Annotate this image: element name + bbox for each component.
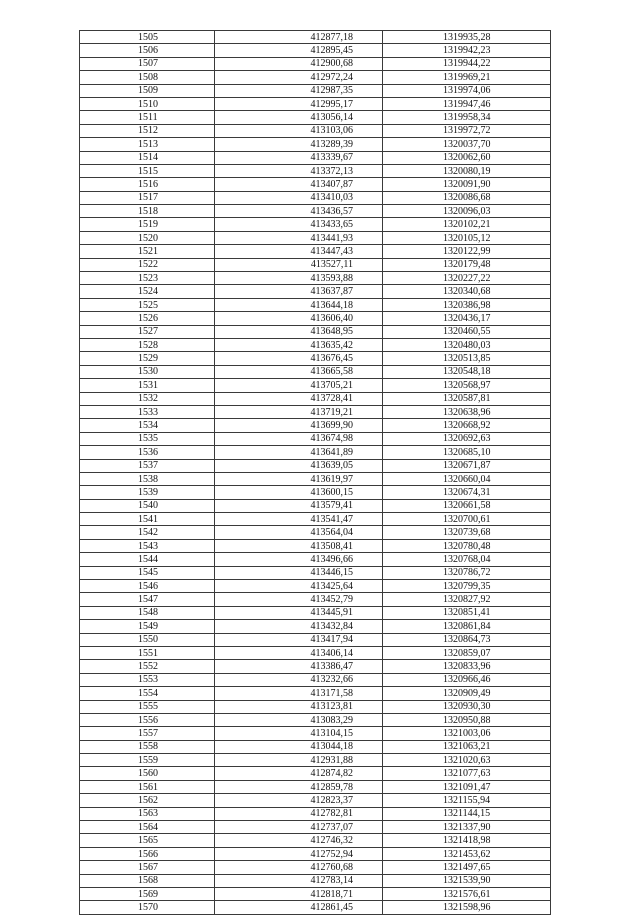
y-coordinate-cell: 413441,93: [215, 231, 383, 244]
point-number-cell: 1555: [80, 700, 215, 713]
y-coordinate-cell: 413496,66: [215, 553, 383, 566]
x-coordinate-cell: 1320661,58: [383, 499, 551, 512]
point-number-cell: 1528: [80, 338, 215, 351]
point-number-cell: 1542: [80, 526, 215, 539]
table-row: [80, 57, 551, 70]
y-coordinate-cell: 413406,14: [215, 646, 383, 659]
point-number-cell: 1536: [80, 446, 215, 459]
table-row: [80, 472, 551, 485]
table-row: [80, 553, 551, 566]
y-coordinate-cell: 413171,58: [215, 687, 383, 700]
point-number-cell: 1529: [80, 352, 215, 365]
point-number-cell: 1526: [80, 312, 215, 325]
x-coordinate-cell: 1319944,22: [383, 57, 551, 70]
y-coordinate-cell: 413593,88: [215, 272, 383, 285]
table-row: [80, 71, 551, 84]
x-coordinate-cell: 1320091,90: [383, 178, 551, 191]
table-row: [80, 888, 551, 901]
y-coordinate-cell: 413600,15: [215, 486, 383, 499]
y-coordinate-cell: 413619,97: [215, 472, 383, 485]
x-coordinate-cell: 1320086,68: [383, 191, 551, 204]
point-number-cell: 1570: [80, 901, 215, 914]
y-coordinate-cell: 413123,81: [215, 700, 383, 713]
y-coordinate-cell: 413103,06: [215, 124, 383, 137]
y-coordinate-cell: 412972,24: [215, 71, 383, 84]
point-number-cell: 1537: [80, 459, 215, 472]
x-coordinate-cell: 1320460,55: [383, 325, 551, 338]
x-coordinate-cell: 1321063,21: [383, 740, 551, 753]
point-number-cell: 1564: [80, 821, 215, 834]
y-coordinate-cell: 413705,21: [215, 379, 383, 392]
point-number-cell: 1506: [80, 44, 215, 57]
x-coordinate-cell: 1321539,90: [383, 874, 551, 887]
point-number-cell: 1507: [80, 57, 215, 70]
y-coordinate-cell: 412737,07: [215, 821, 383, 834]
x-coordinate-cell: 1321497,65: [383, 861, 551, 874]
point-number-cell: 1565: [80, 834, 215, 847]
table-row: [80, 794, 551, 807]
table-row: [80, 111, 551, 124]
y-coordinate-cell: 413508,41: [215, 539, 383, 552]
point-number-cell: 1554: [80, 687, 215, 700]
y-coordinate-cell: 413104,15: [215, 727, 383, 740]
table-row: [80, 901, 551, 914]
table-row: [80, 660, 551, 673]
point-number-cell: 1562: [80, 794, 215, 807]
point-number-cell: 1541: [80, 513, 215, 526]
point-number-cell: 1519: [80, 218, 215, 231]
point-number-cell: 1518: [80, 205, 215, 218]
point-number-cell: 1545: [80, 566, 215, 579]
table-row: [80, 245, 551, 258]
point-number-cell: 1560: [80, 767, 215, 780]
x-coordinate-cell: 1320638,96: [383, 405, 551, 418]
table-row: [80, 164, 551, 177]
y-coordinate-cell: 413407,87: [215, 178, 383, 191]
x-coordinate-cell: 1320780,48: [383, 539, 551, 552]
x-coordinate-cell: 1320768,04: [383, 553, 551, 566]
point-number-cell: 1540: [80, 499, 215, 512]
y-coordinate-cell: 413044,18: [215, 740, 383, 753]
x-coordinate-cell: 1319969,21: [383, 71, 551, 84]
table-row: [80, 580, 551, 593]
y-coordinate-cell: 413637,87: [215, 285, 383, 298]
y-coordinate-cell: 413436,57: [215, 205, 383, 218]
y-coordinate-cell: 413433,65: [215, 218, 383, 231]
y-coordinate-cell: 413372,13: [215, 164, 383, 177]
x-coordinate-cell: 1320568,97: [383, 379, 551, 392]
y-coordinate-cell: 413527,11: [215, 258, 383, 271]
y-coordinate-cell: 413639,05: [215, 459, 383, 472]
point-number-cell: 1544: [80, 553, 215, 566]
table-row: [80, 646, 551, 659]
x-coordinate-cell: 1320105,12: [383, 231, 551, 244]
y-coordinate-cell: 413410,03: [215, 191, 383, 204]
table-row: [80, 379, 551, 392]
table-row: [80, 807, 551, 820]
table-row: [80, 338, 551, 351]
coordinates-table: [79, 30, 551, 915]
x-coordinate-cell: 1321453,62: [383, 847, 551, 860]
y-coordinate-cell: 413339,67: [215, 151, 383, 164]
y-coordinate-cell: 413425,64: [215, 580, 383, 593]
table-row: [80, 84, 551, 97]
point-number-cell: 1517: [80, 191, 215, 204]
table-row: [80, 526, 551, 539]
x-coordinate-cell: 1320436,17: [383, 312, 551, 325]
x-coordinate-cell: 1320674,31: [383, 486, 551, 499]
y-coordinate-cell: 413232,66: [215, 673, 383, 686]
point-number-cell: 1505: [80, 31, 215, 44]
y-coordinate-cell: 413644,18: [215, 298, 383, 311]
table-row: [80, 767, 551, 780]
y-coordinate-cell: 413641,89: [215, 446, 383, 459]
point-number-cell: 1535: [80, 432, 215, 445]
x-coordinate-cell: 1320587,81: [383, 392, 551, 405]
table-row: [80, 687, 551, 700]
x-coordinate-cell: 1320851,41: [383, 606, 551, 619]
x-coordinate-cell: 1321598,96: [383, 901, 551, 914]
point-number-cell: 1549: [80, 620, 215, 633]
x-coordinate-cell: 1320909,49: [383, 687, 551, 700]
y-coordinate-cell: 412752,94: [215, 847, 383, 860]
point-number-cell: 1539: [80, 486, 215, 499]
point-number-cell: 1514: [80, 151, 215, 164]
x-coordinate-cell: 1320966,46: [383, 673, 551, 686]
x-coordinate-cell: 1321091,47: [383, 780, 551, 793]
x-coordinate-cell: 1320227,22: [383, 272, 551, 285]
point-number-cell: 1563: [80, 807, 215, 820]
x-coordinate-cell: 1321337,90: [383, 821, 551, 834]
point-number-cell: 1559: [80, 754, 215, 767]
point-number-cell: 1552: [80, 660, 215, 673]
point-number-cell: 1558: [80, 740, 215, 753]
point-number-cell: 1534: [80, 419, 215, 432]
y-coordinate-cell: 413432,84: [215, 620, 383, 633]
x-coordinate-cell: 1321020,63: [383, 754, 551, 767]
x-coordinate-cell: 1319974,06: [383, 84, 551, 97]
y-coordinate-cell: 412895,45: [215, 44, 383, 57]
table-row: [80, 593, 551, 606]
y-coordinate-cell: 413083,29: [215, 713, 383, 726]
table-row: [80, 405, 551, 418]
point-number-cell: 1523: [80, 272, 215, 285]
x-coordinate-cell: 1320827,92: [383, 593, 551, 606]
point-number-cell: 1509: [80, 84, 215, 97]
point-number-cell: 1527: [80, 325, 215, 338]
x-coordinate-cell: 1320062,60: [383, 151, 551, 164]
table-row: [80, 312, 551, 325]
point-number-cell: 1520: [80, 231, 215, 244]
y-coordinate-cell: 412823,37: [215, 794, 383, 807]
y-coordinate-cell: 413699,90: [215, 419, 383, 432]
table-row: [80, 874, 551, 887]
point-number-cell: 1568: [80, 874, 215, 887]
point-number-cell: 1533: [80, 405, 215, 418]
table-row: [80, 713, 551, 726]
y-coordinate-cell: 413665,58: [215, 365, 383, 378]
table-row: [80, 740, 551, 753]
y-coordinate-cell: 413579,41: [215, 499, 383, 512]
table-row: [80, 419, 551, 432]
table-row: [80, 124, 551, 137]
y-coordinate-cell: 412877,18: [215, 31, 383, 44]
y-coordinate-cell: 413446,15: [215, 566, 383, 579]
point-number-cell: 1569: [80, 888, 215, 901]
y-coordinate-cell: 413056,14: [215, 111, 383, 124]
x-coordinate-cell: 1320122,99: [383, 245, 551, 258]
point-number-cell: 1548: [80, 606, 215, 619]
table-row: [80, 285, 551, 298]
y-coordinate-cell: 413386,47: [215, 660, 383, 673]
table-row: [80, 459, 551, 472]
x-coordinate-cell: 1320102,21: [383, 218, 551, 231]
x-coordinate-cell: 1320386,98: [383, 298, 551, 311]
y-coordinate-cell: 413564,04: [215, 526, 383, 539]
table-row: [80, 700, 551, 713]
point-number-cell: 1546: [80, 580, 215, 593]
table-row: [80, 432, 551, 445]
y-coordinate-cell: 413728,41: [215, 392, 383, 405]
table-row: [80, 673, 551, 686]
y-coordinate-cell: 412760,68: [215, 861, 383, 874]
table-row: [80, 633, 551, 646]
table-row: [80, 218, 551, 231]
point-number-cell: 1566: [80, 847, 215, 860]
table-row: [80, 620, 551, 633]
table-row: [80, 861, 551, 874]
x-coordinate-cell: 1320179,48: [383, 258, 551, 271]
x-coordinate-cell: 1319958,34: [383, 111, 551, 124]
point-number-cell: 1561: [80, 780, 215, 793]
table-row: [80, 446, 551, 459]
table-row: [80, 352, 551, 365]
table-row: [80, 191, 551, 204]
x-coordinate-cell: 1321418,98: [383, 834, 551, 847]
point-number-cell: 1551: [80, 646, 215, 659]
point-number-cell: 1567: [80, 861, 215, 874]
y-coordinate-cell: 412931,88: [215, 754, 383, 767]
point-number-cell: 1513: [80, 138, 215, 151]
table-row: [80, 392, 551, 405]
x-coordinate-cell: 1320340,68: [383, 285, 551, 298]
point-number-cell: 1530: [80, 365, 215, 378]
point-number-cell: 1525: [80, 298, 215, 311]
table-row: [80, 298, 551, 311]
table-row: [80, 365, 551, 378]
table-row: [80, 138, 551, 151]
point-number-cell: 1508: [80, 71, 215, 84]
point-number-cell: 1524: [80, 285, 215, 298]
y-coordinate-cell: 413541,47: [215, 513, 383, 526]
table-row: [80, 513, 551, 526]
point-number-cell: 1543: [80, 539, 215, 552]
table-row: [80, 151, 551, 164]
x-coordinate-cell: 1320692,63: [383, 432, 551, 445]
point-number-cell: 1531: [80, 379, 215, 392]
y-coordinate-cell: 413606,40: [215, 312, 383, 325]
x-coordinate-cell: 1320685,10: [383, 446, 551, 459]
y-coordinate-cell: 413417,94: [215, 633, 383, 646]
x-coordinate-cell: 1320799,35: [383, 580, 551, 593]
x-coordinate-cell: 1320080,19: [383, 164, 551, 177]
x-coordinate-cell: 1320930,30: [383, 700, 551, 713]
y-coordinate-cell: 413676,45: [215, 352, 383, 365]
x-coordinate-cell: 1320700,61: [383, 513, 551, 526]
y-coordinate-cell: 412782,81: [215, 807, 383, 820]
x-coordinate-cell: 1321144,15: [383, 807, 551, 820]
y-coordinate-cell: 413447,43: [215, 245, 383, 258]
y-coordinate-cell: 413452,79: [215, 593, 383, 606]
x-coordinate-cell: 1321155,94: [383, 794, 551, 807]
x-coordinate-cell: 1320660,04: [383, 472, 551, 485]
point-number-cell: 1522: [80, 258, 215, 271]
table-row: [80, 847, 551, 860]
x-coordinate-cell: 1320037,70: [383, 138, 551, 151]
y-coordinate-cell: 412995,17: [215, 97, 383, 110]
x-coordinate-cell: 1319972,72: [383, 124, 551, 137]
point-number-cell: 1553: [80, 673, 215, 686]
table-row: [80, 606, 551, 619]
x-coordinate-cell: 1320833,96: [383, 660, 551, 673]
point-number-cell: 1550: [80, 633, 215, 646]
y-coordinate-cell: 412746,32: [215, 834, 383, 847]
x-coordinate-cell: 1320859,07: [383, 646, 551, 659]
y-coordinate-cell: 413635,42: [215, 338, 383, 351]
table-row: [80, 97, 551, 110]
point-number-cell: 1547: [80, 593, 215, 606]
x-coordinate-cell: 1320480,03: [383, 338, 551, 351]
table-row: [80, 780, 551, 793]
point-number-cell: 1538: [80, 472, 215, 485]
table-row: [80, 231, 551, 244]
point-number-cell: 1512: [80, 124, 215, 137]
x-coordinate-cell: 1320668,92: [383, 419, 551, 432]
coordinates-table-body: [80, 31, 551, 915]
y-coordinate-cell: 412874,82: [215, 767, 383, 780]
point-number-cell: 1515: [80, 164, 215, 177]
x-coordinate-cell: 1321003,06: [383, 727, 551, 740]
y-coordinate-cell: 412987,35: [215, 84, 383, 97]
x-coordinate-cell: 1320950,88: [383, 713, 551, 726]
x-coordinate-cell: 1320861,84: [383, 620, 551, 633]
x-coordinate-cell: 1320096,03: [383, 205, 551, 218]
table-row: [80, 272, 551, 285]
y-coordinate-cell: 412859,78: [215, 780, 383, 793]
y-coordinate-cell: 412861,45: [215, 901, 383, 914]
x-coordinate-cell: 1320513,85: [383, 352, 551, 365]
x-coordinate-cell: 1321077,63: [383, 767, 551, 780]
point-number-cell: 1557: [80, 727, 215, 740]
y-coordinate-cell: 413674,98: [215, 432, 383, 445]
y-coordinate-cell: 412900,68: [215, 57, 383, 70]
point-number-cell: 1521: [80, 245, 215, 258]
x-coordinate-cell: 1320864,73: [383, 633, 551, 646]
x-coordinate-cell: 1319935,28: [383, 31, 551, 44]
point-number-cell: 1556: [80, 713, 215, 726]
table-row: [80, 486, 551, 499]
table-row: [80, 31, 551, 44]
table-row: [80, 821, 551, 834]
x-coordinate-cell: 1319942,23: [383, 44, 551, 57]
y-coordinate-cell: 413648,95: [215, 325, 383, 338]
table-row: [80, 566, 551, 579]
table-row: [80, 539, 551, 552]
table-row: [80, 834, 551, 847]
point-number-cell: 1510: [80, 97, 215, 110]
y-coordinate-cell: 413445,91: [215, 606, 383, 619]
point-number-cell: 1516: [80, 178, 215, 191]
y-coordinate-cell: 413719,21: [215, 405, 383, 418]
table-row: [80, 754, 551, 767]
table-row: [80, 258, 551, 271]
x-coordinate-cell: 1321576,61: [383, 888, 551, 901]
x-coordinate-cell: 1320739,68: [383, 526, 551, 539]
point-number-cell: 1511: [80, 111, 215, 124]
table-row: [80, 727, 551, 740]
point-number-cell: 1532: [80, 392, 215, 405]
table-row: [80, 325, 551, 338]
table-row: [80, 178, 551, 191]
table-row: [80, 499, 551, 512]
x-coordinate-cell: 1320786,72: [383, 566, 551, 579]
table-row: [80, 205, 551, 218]
x-coordinate-cell: 1320671,87: [383, 459, 551, 472]
x-coordinate-cell: 1319947,46: [383, 97, 551, 110]
y-coordinate-cell: 413289,39: [215, 138, 383, 151]
table-row: [80, 44, 551, 57]
y-coordinate-cell: 412783,14: [215, 874, 383, 887]
y-coordinate-cell: 412818,71: [215, 888, 383, 901]
x-coordinate-cell: 1320548,18: [383, 365, 551, 378]
